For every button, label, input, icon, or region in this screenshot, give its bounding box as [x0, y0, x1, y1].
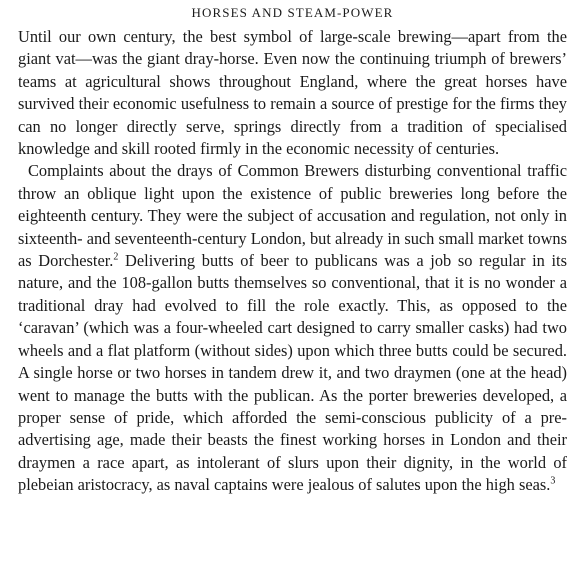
footnote-marker-2: 2: [113, 251, 119, 263]
running-head: HORSES AND STEAM-POWER: [191, 5, 394, 20]
footnote-marker-3: 3: [550, 475, 556, 487]
paragraph-2: [18, 160, 567, 496]
paragraph-2-text-part-1: Complaints about the drays of Common Brewers disturbing conventional traffic throw an oblique light upon the existence of public breweries long before the eighteenth century. They were the subject of accusation and regulation, not only in sixteenth- and seventeenth-century London, but already in such small market towns as Dorchester.: [18, 161, 567, 271]
paragraph-1: [18, 26, 567, 160]
book-page: [18, 4, 567, 497]
paragraph-1-text: Until our own century, the best symbol of large-scale brewing—apart from the giant vat—was the giant dray-horse. Even now the continuing triumph of brewers’ teams at agricultural shows throughout England, where the great horses have survived their economic usefulness to remain a source of prestige for the firms they can no longer directly serve, springs directly from a tradition of specialised knowledge and skill rooted firmly in the economic necessity of centuries.: [18, 27, 567, 159]
paragraph-2-text-part-2: Delivering butts of beer to publicans was a job so regular in its nature, and the 108-gallon butts themselves so conventional, that it is no wonder a traditional dray had evolved to fill the role exactly. This, as opposed to the ‘caravan’ (which was a four-wheeled cart designed to carry smaller casks) had two wheels and a flat platform (without sides) upon which three butts could be secured. A single horse or two horses in tandem drew it, and two draymen (one at the head) went to manage the butts with the publican. As the porter breweries developed, a proper sense of pride, which afforded the semi-conscious publicity of a pre-advertising age, made their beasts the finest working horses in London and their draymen a race apart, as intolerant of slurs upon their dignity, in the world of plebeian aristocracy, as naval captains were jealous of salutes upon the high seas.: [18, 251, 567, 495]
